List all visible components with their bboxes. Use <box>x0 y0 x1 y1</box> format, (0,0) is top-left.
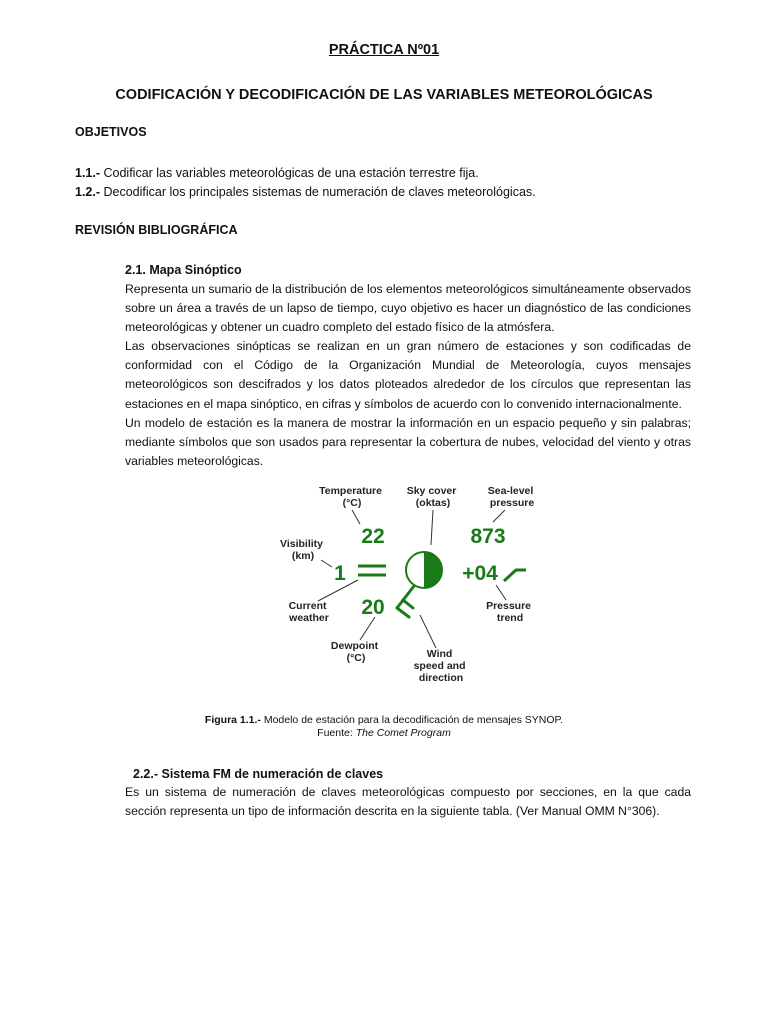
temperature-label: Temperature (°C) <box>319 485 382 509</box>
paragraph: Las observaciones sinópticas se realizan en un gran número de estaciones y son codificadas de conformidad con el Código de la Organización Mundial de Meteorología, cuyos mensajes meteorológicos son descifrados y los datos ploteados alrededor de los círculos que representan las estaciones en el mapa sinóptico, en cifras y símbolos de acuerdo con lo convenido internacionalmente. <box>125 339 691 411</box>
objective-number: 1.1.- <box>75 166 101 180</box>
wind-label: Wind speed and direction <box>413 648 466 684</box>
source-name: The Comet Program <box>355 727 451 739</box>
caption-label: Figura 1.1.- <box>204 714 261 726</box>
section-2-1-body <box>125 280 691 471</box>
figure-source <box>0 727 768 740</box>
objective-item <box>75 185 536 199</box>
figure-caption <box>0 714 768 727</box>
station-model-figure <box>270 478 540 690</box>
dewpoint-value: 20 <box>361 596 385 619</box>
dewpoint-label: Dewpoint (°C) <box>330 640 379 664</box>
objective-item <box>75 166 479 180</box>
objective-number: 1.2.- <box>75 185 101 199</box>
paragraph: Es un sistema de numeración de claves meteorológicas compuesto por secciones, en la que cada sección representa un tipo de información descrita en la siguiente tabla. (Ver Manual OMM N°306). <box>125 785 691 819</box>
visibility-label: Visibility (km) <box>280 538 324 562</box>
wind-barb-symbol <box>397 586 414 617</box>
pressure-value: 873 <box>470 525 506 548</box>
fog-symbol <box>358 566 386 575</box>
section-2-1-heading: 2.1. Mapa Sinóptico <box>125 263 242 277</box>
source-prefix: Fuente: <box>317 727 356 739</box>
review-heading: REVISIÓN BIBLIOGRÁFICA <box>75 223 238 237</box>
sky-cover-circle <box>406 552 442 588</box>
paragraph: Un modelo de estación es la manera de mostrar la información en un espacio pequeño y sin palabras; mediante símbolos que son usados para representar la cobertura de nubes, velocidad del viento y otras variables meteorológicas. <box>125 415 691 468</box>
page-title: PRÁCTICA Nº01 <box>328 42 440 58</box>
objectives-heading: OBJETIVOS <box>75 125 147 139</box>
pressure-trend-label: Pressure trend <box>486 600 532 624</box>
section-2-2-heading: 2.2.- Sistema FM de numeración de claves <box>133 767 384 781</box>
pressure-change-value: +04 <box>462 562 498 585</box>
temperature-value: 22 <box>361 525 385 548</box>
visibility-value: 1 <box>334 562 346 585</box>
pressure-trend-symbol <box>504 570 526 581</box>
caption-text: Modelo de estación para la decodificación de mensajes SYNOP. <box>260 714 564 726</box>
objective-text: Decodificar los principales sistemas de numeración de claves meteorológicas. <box>100 185 536 199</box>
sky-cover-label: Sky cover (oktas) <box>406 485 457 509</box>
current-weather-label: Current weather <box>288 600 329 624</box>
section-2-2-body <box>125 783 691 821</box>
objective-text: Codificar las variables meteorológicas de una estación terrestre fija. <box>100 166 479 180</box>
sea-level-pressure-label: Sea-level pressure <box>487 485 535 509</box>
paragraph: Representa un sumario de la distribución de los elementos meteorológicos simultáneamente observados sobre un área a través de un lapso de tiempo, cuyo objetivo es hacer un diagnóstico de las condiciones meteorológicas y obtener un cuadro completo del estado físico de la atmósfera. <box>125 282 691 335</box>
page-subtitle: CODIFICACIÓN Y DECODIFICACIÓN DE LAS VARIABLES METEOROLÓGICAS <box>115 87 653 103</box>
